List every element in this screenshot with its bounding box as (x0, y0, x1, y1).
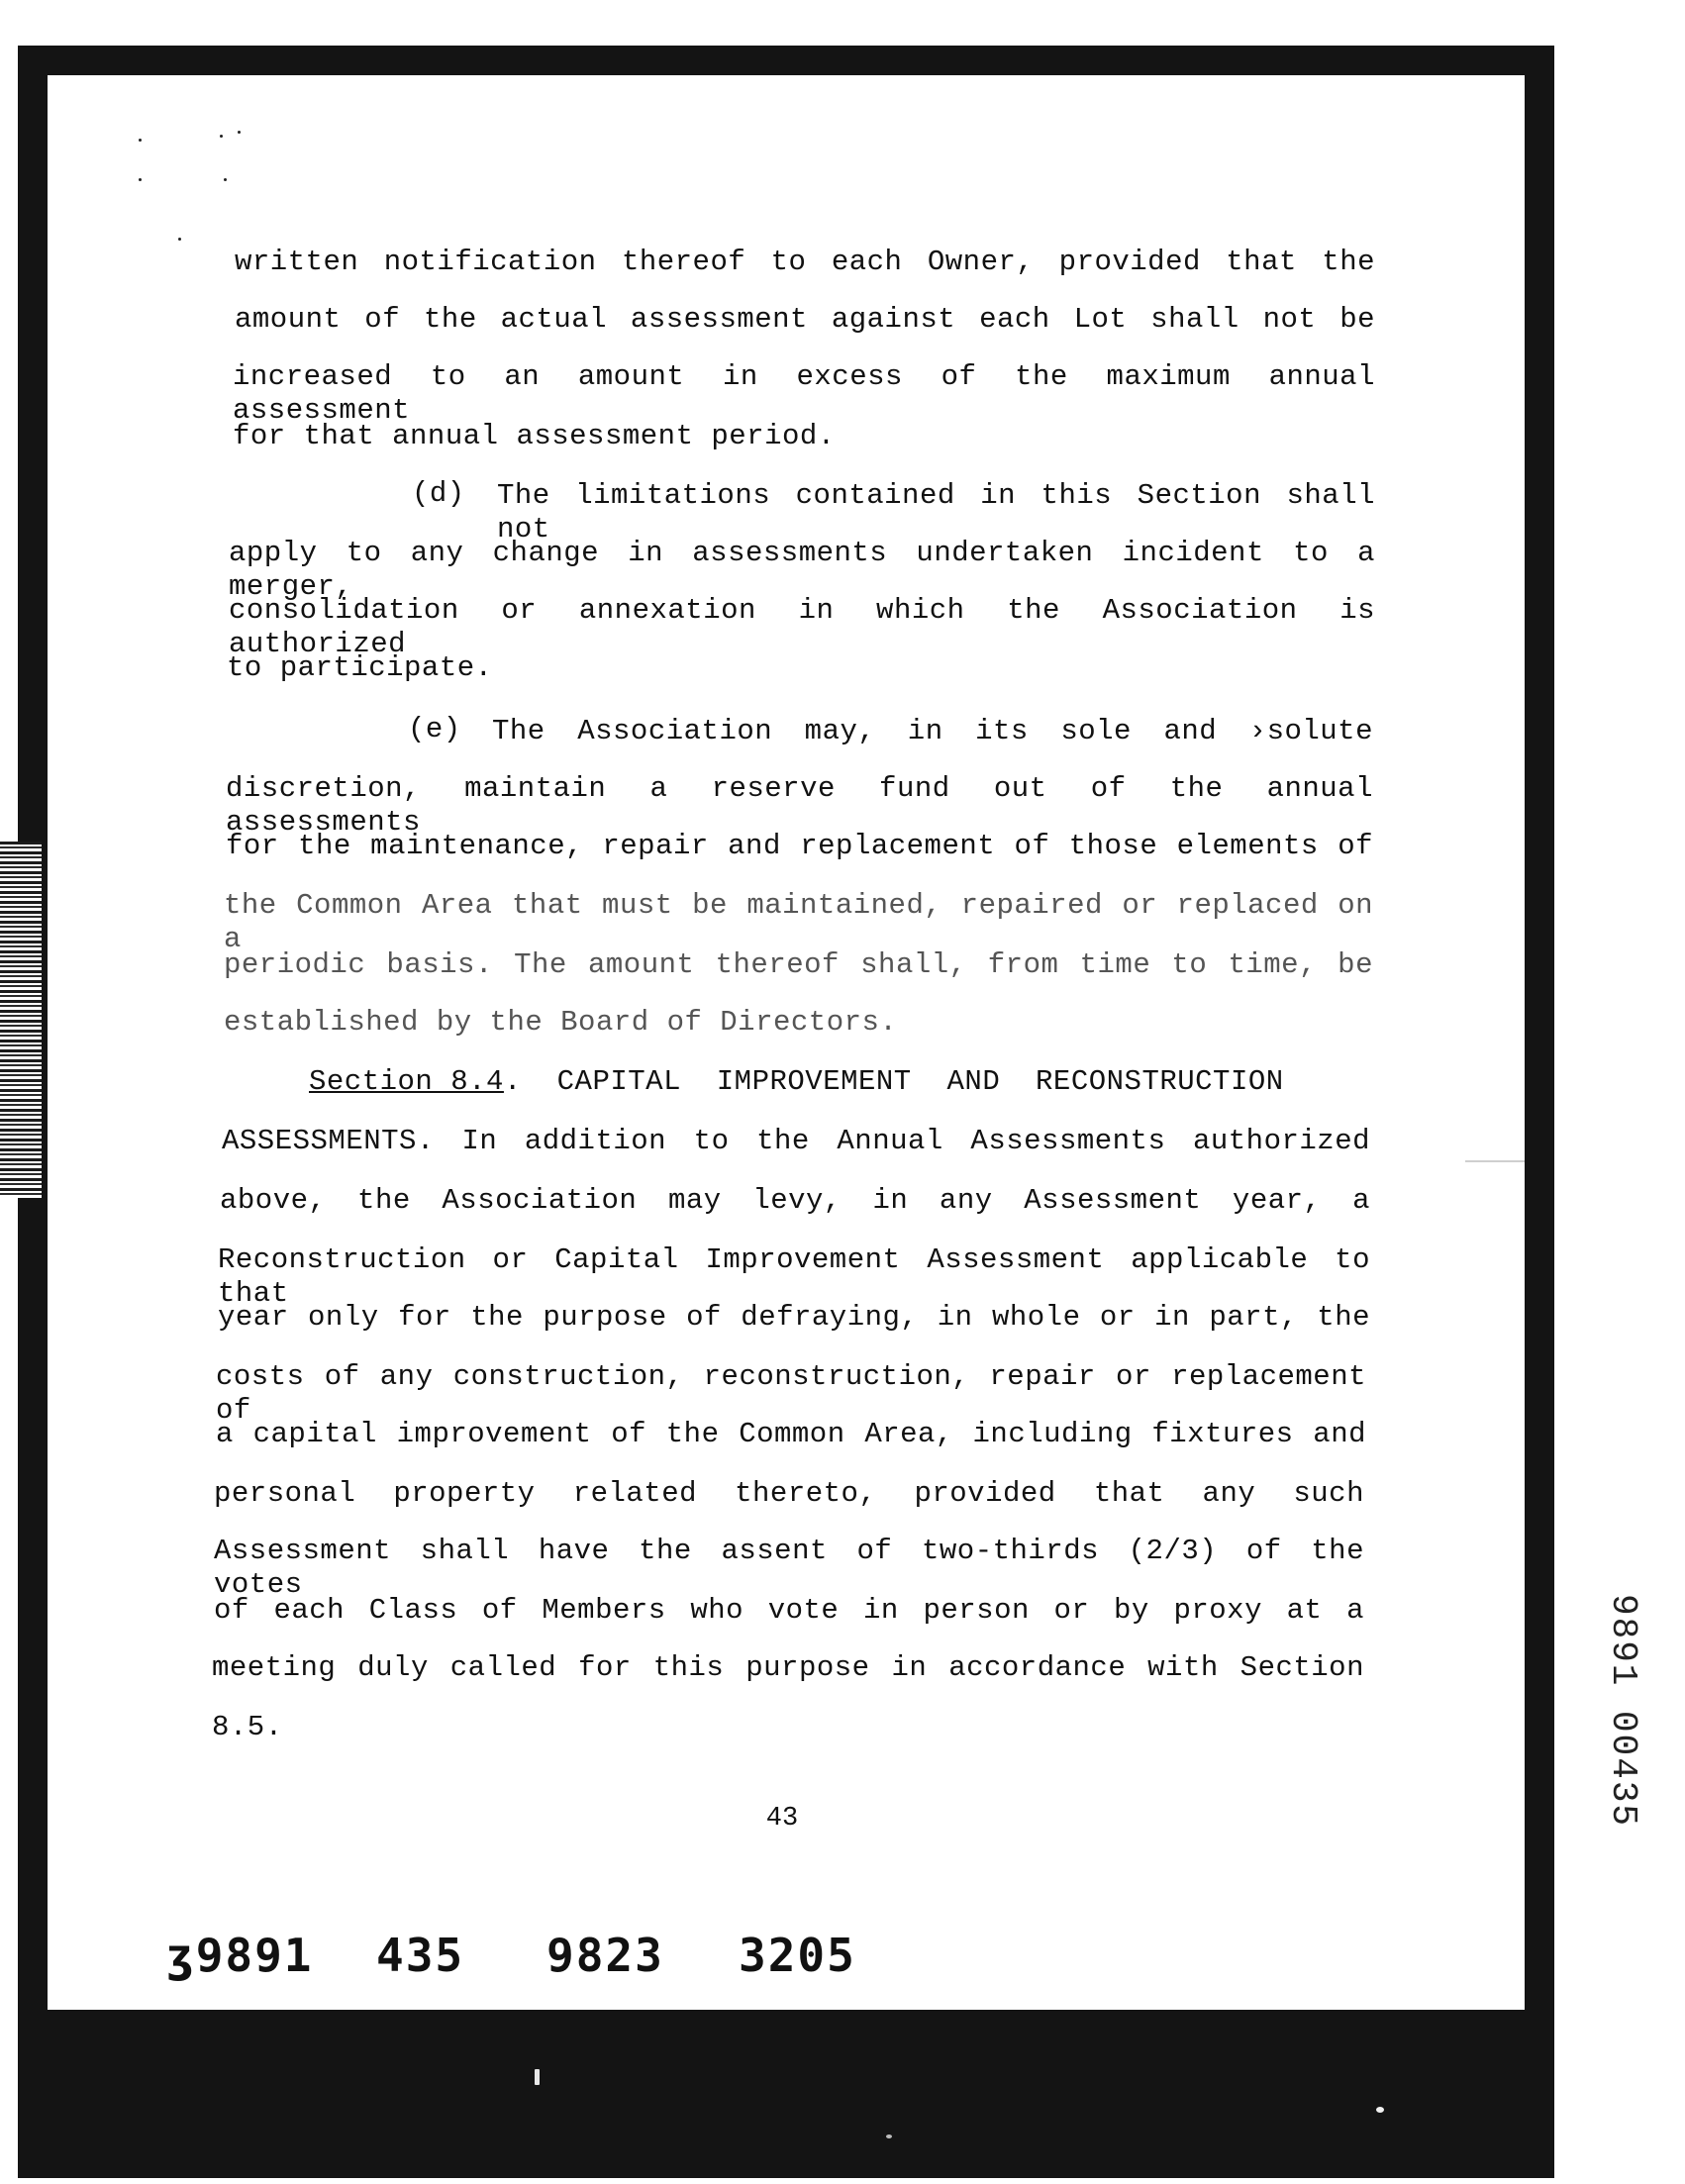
section-title: . CAPITAL IMPROVEMENT AND RECONSTRUCTION (503, 1065, 1284, 1098)
body-text-line: for that annual assessment period. (233, 420, 836, 452)
body-text-line: of each Class of Members who vote in person or by proxy at a (214, 1594, 1364, 1627)
section-heading (309, 1065, 1284, 1099)
body-text-line: for the maintenance, repair and replacement of those elements of (226, 830, 1373, 862)
body-text-line: established by the Board of Directors. (224, 1006, 898, 1039)
body-text-line: consolidation or annexation in which the Association is authorized (229, 594, 1375, 660)
body-text-line: to participate. (227, 651, 493, 684)
subsection-marker: (e) (408, 713, 461, 745)
body-text-line: meeting duly called for this purpose in accordance with Section (212, 1651, 1364, 1684)
section-number: Section 8.4 (309, 1065, 504, 1098)
body-text-line: 8.5. (212, 1711, 283, 1743)
body-text-line: amount of the actual assessment against each Lot shall not be (235, 303, 1375, 336)
bates-number-part: 435 (376, 1929, 465, 1982)
body-text-line: written notification thereof to each Owner, provided that the (235, 246, 1375, 278)
body-text-line: The Association may, in its sole and ›solute (492, 715, 1373, 747)
body-text-line: discretion, maintain a reserve fund out of the annual assessments (226, 772, 1373, 839)
body-text-line: apply to any change in assessments undertaken incident to a merger, (229, 537, 1375, 603)
body-text-line: ASSESSMENTS. In addition to the Annual Assessments authorized (222, 1125, 1370, 1157)
body-text-line: the Common Area that must be maintained, repaired or replaced on a (224, 889, 1373, 955)
body-text-line: personal property related thereto, provided that any such (214, 1477, 1364, 1510)
body-text-line: periodic basis. The amount thereof shall, from time to time, be (224, 948, 1373, 981)
subsection-marker: (d) (412, 477, 465, 510)
body-text-line: above, the Association may levy, in any Assessment year, a (220, 1184, 1370, 1217)
side-document-number: 9891 00435 (1603, 1594, 1643, 1829)
body-text-line: The limitations contained in this Section shall not (497, 479, 1375, 546)
body-text-line: Reconstruction or Capital Improvement Assessment applicable to that (218, 1243, 1370, 1310)
bates-number-part: 3205 (739, 1929, 856, 1982)
bates-number-part: ʒ9891 (166, 1929, 314, 1982)
body-text-line: year only for the purpose of defraying, in whole or in part, the (218, 1301, 1370, 1334)
body-text-line: costs of any construction, reconstruction, repair or replacement of (216, 1360, 1366, 1427)
body-text-line: increased to an amount in excess of the maximum annual assessment (233, 360, 1375, 427)
body-text-line: Assessment shall have the assent of two-thirds (2/3) of the votes (214, 1535, 1364, 1601)
page-number: 43 (765, 1804, 799, 1834)
bates-number-part: 9823 (546, 1929, 664, 1982)
body-text-line: a capital improvement of the Common Area, including fixtures and (216, 1418, 1366, 1450)
